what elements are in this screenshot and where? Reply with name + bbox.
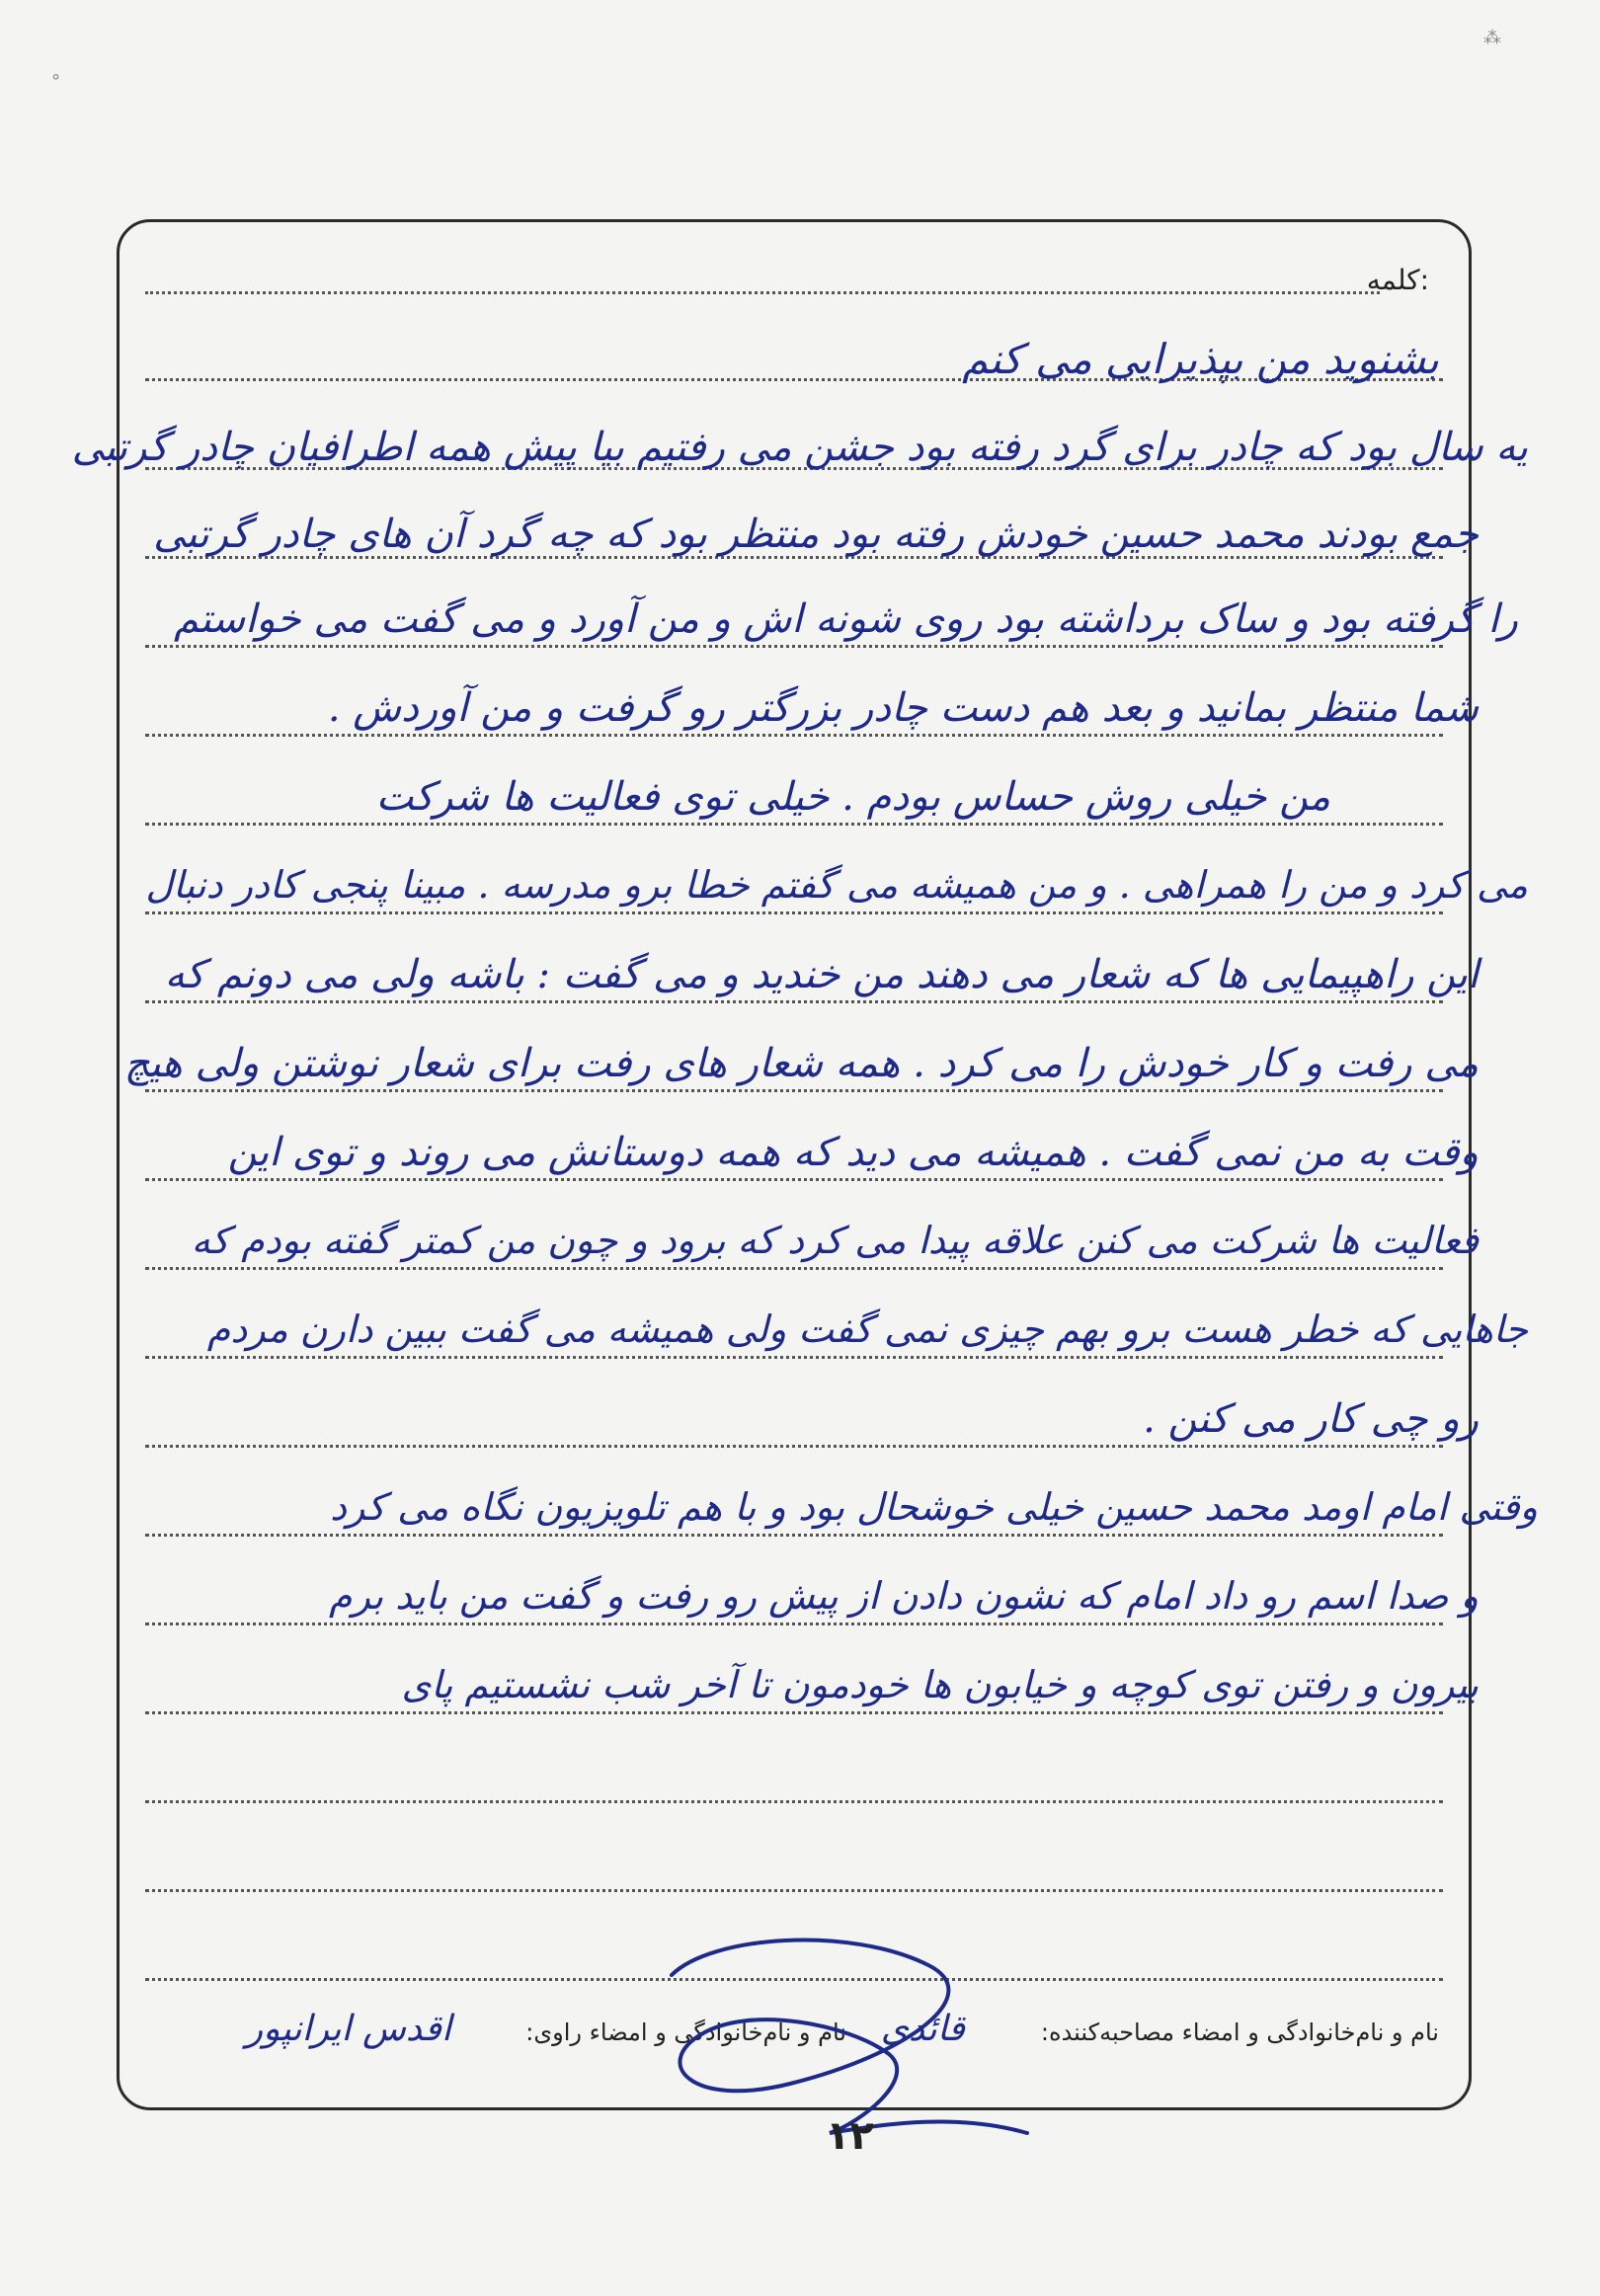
handwritten-line: یه سال بود که چادر برای گرد رفته بود جشن می رفتیم بیا پیش همه اطرافیان چادر گرتبی <box>71 425 1528 470</box>
corner-mark-right: ⁂ <box>1483 28 1501 48</box>
handwritten-line: رو چی کار می کنن . <box>1143 1396 1479 1442</box>
ruled-line <box>145 1000 1443 1003</box>
corner-mark-left: ° <box>51 71 60 92</box>
ruled-line <box>145 734 1443 737</box>
handwritten-line: این راهپیمایی ها که شعار می دهند من خندید و می گفت : باشه ولی می دونم که <box>164 952 1479 997</box>
handwritten-line: فعالیت ها شرکت می کنن علاقه پیدا می کرد که برود و چون من کمتر گفته بودم که <box>191 1219 1479 1262</box>
handwritten-line: و صدا اسم رو داد امام که نشون دادن از پیش رو رفت و گفت من باید برم <box>329 1574 1479 1618</box>
page-number: ۱۲ <box>826 2113 874 2159</box>
ruled-line <box>145 1445 1443 1448</box>
ruled-line <box>145 1889 1443 1892</box>
handwritten-line: من خیلی روش حساس بودم . خیلی توی فعالیت ها شرکت <box>375 774 1330 820</box>
ruled-line <box>145 1623 1443 1625</box>
ruled-line <box>145 645 1443 648</box>
ruled-line <box>145 1089 1443 1092</box>
narrator-signature: اقدس ایرانپور <box>245 2009 451 2049</box>
pen-label: کلمه: <box>1366 264 1429 296</box>
ruled-line <box>145 1800 1443 1803</box>
ruled-line <box>145 291 1380 294</box>
handwritten-line: وقت به من نمی گفت . همیشه می دید که همه دوستانش می روند و توی این <box>227 1130 1479 1175</box>
handwritten-line: را گرفته بود و ساک برداشته بود روی شونه اش و من آورد و می گفت می خواستم <box>173 596 1518 642</box>
handwritten-line: می کرد و من را همراهی . و من همیشه می گفتم خطا برو مدرسه . مبینا پنجی کادر دنبال <box>145 863 1528 907</box>
handwritten-line: شما منتظر بمانید و بعد هم دست چادر بزرگتر رو گرفت و من آوردش . <box>327 685 1479 731</box>
ruled-line <box>145 1711 1443 1714</box>
ruled-line <box>145 1356 1443 1359</box>
ruled-line <box>145 911 1443 914</box>
ruled-line <box>145 1534 1443 1537</box>
signature-scribble-icon <box>632 1936 1047 2143</box>
handwritten-line: وقتی امام اومد محمد حسین خیلی خوشحال بود و با هم تلویزیون نگاه می کرد <box>330 1485 1538 1529</box>
ruled-line <box>145 823 1443 826</box>
handwritten-line: جاهایی که خطر هست برو بهم چیزی نمی گفت ولی همیشه می گفت ببین دارن مردم <box>206 1307 1528 1351</box>
handwritten-line: جمع بودند محمد حسین خودش رفته بود منتظر بود که چه گرد آن های چادر گرتبی <box>153 512 1479 557</box>
handwritten-line: بیرون و رفتن توی کوچه و خیابون ها خودمون تا آخر شب نشستیم پای <box>401 1663 1479 1706</box>
handwritten-line: بشنوید من بپذیرایی می کنم <box>962 335 1439 383</box>
narrator-label: نام و نام‌خانوادگی و امضاء راوی: <box>525 2019 846 2046</box>
ruled-line <box>145 1267 1443 1270</box>
interviewer-signature: قائدی <box>880 2009 965 2049</box>
ruled-line <box>145 1178 1443 1181</box>
handwritten-line: می رفت و کار خودش را می کرد . همه شعار های رفت برای شعار نوشتن ولی هیچ <box>123 1041 1479 1086</box>
interviewer-label: نام و نام‌خانوادگی و امضاء مصاحبه‌کننده: <box>1040 2019 1439 2046</box>
form-frame <box>71 219 1538 2110</box>
